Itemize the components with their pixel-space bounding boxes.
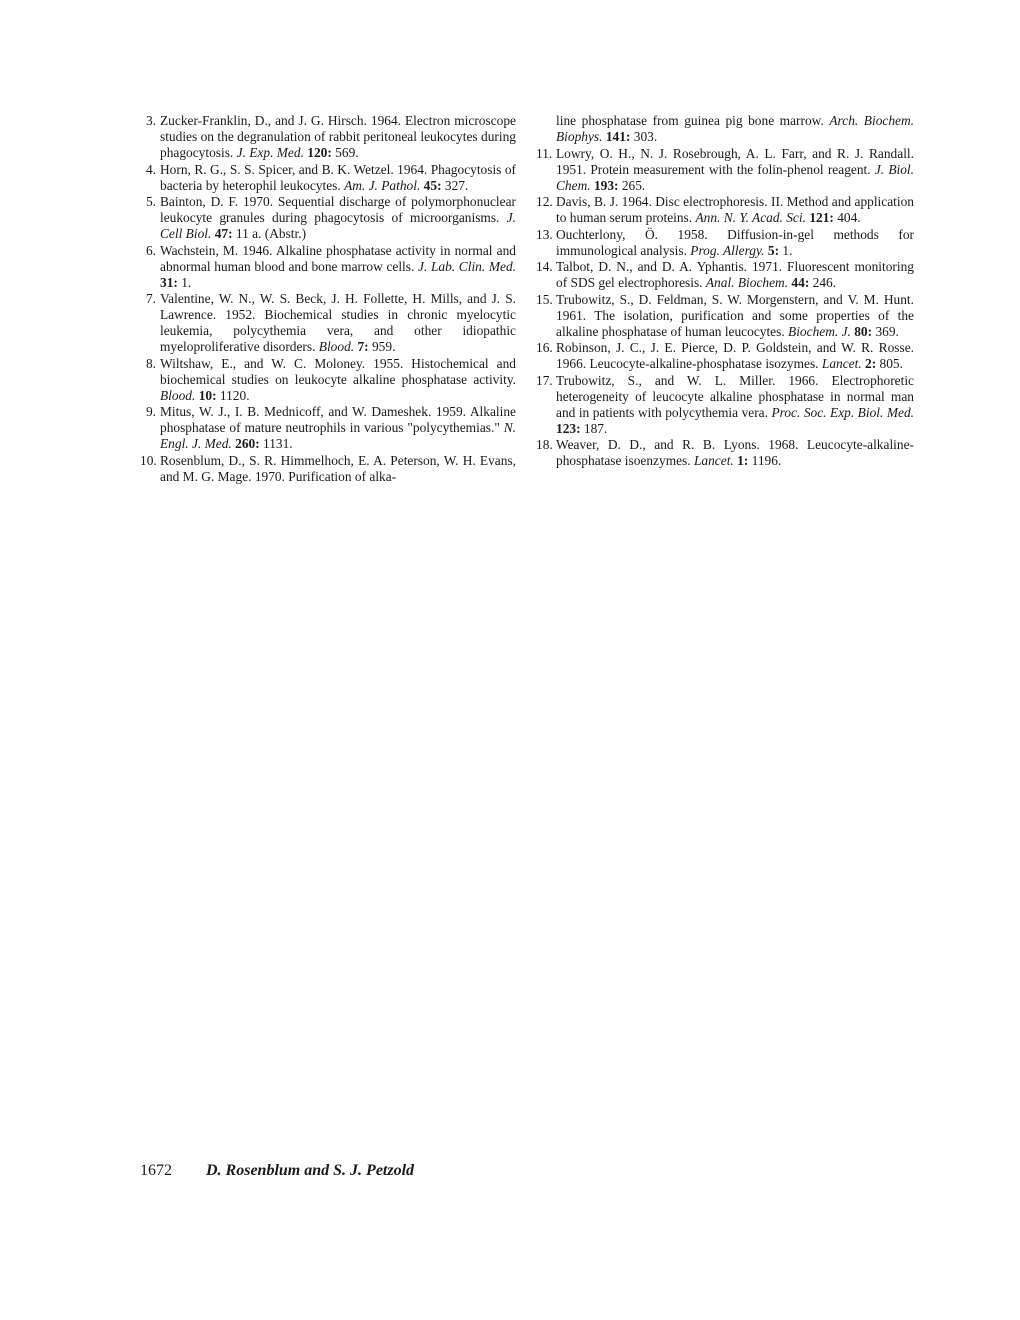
- reference-text: 404.: [833, 210, 861, 225]
- reference-text: Bainton, D. F. 1970. Sequential discharge of polymorphonuclear leukocyte granules during phagocytosis of microorganisms.: [160, 194, 516, 225]
- reference-body: [160, 243, 516, 291]
- journal-title: N. Engl. J. Med.: [160, 420, 516, 451]
- reference-text: 327.: [441, 177, 469, 193]
- page-footer: [140, 1162, 414, 1180]
- reference-body: [160, 291, 516, 355]
- reference-text: Trubowitz, S., D. Feldman, S. W. Morgenstern, and V. M. Hunt. 1961. The isolation, purification and some properties of the alkaline phosphatase of human leucocytes.: [556, 291, 914, 339]
- journal-title: J. Lab. Clin. Med.: [418, 258, 516, 274]
- reference-text: Horn, R. G., S. S. Spicer, and B. K. Wetzel. 1964. Phagocytosis of bacteria by heterophil leukocytes.: [160, 161, 516, 193]
- reference-body: [556, 340, 914, 372]
- reference-entry: [536, 194, 914, 226]
- reference-number: 4.: [145, 161, 156, 177]
- reference-body: [556, 292, 914, 340]
- reference-text: 569.: [331, 145, 359, 160]
- journal-title: Anal. Biochem.: [705, 275, 789, 290]
- reference-number: 9.: [145, 404, 156, 419]
- journal-title: Biochem. J.: [788, 323, 851, 339]
- journal-title: Proc. Soc. Exp. Biol. Med.: [771, 404, 914, 420]
- reference-text: Valentine, W. N., W. S. Beck, J. H. Follette, H. Mills, and J. S. Lawrence. 1952. Biochemical studies in chronic myelocytic leukemia, polycythemia vera, and other idiopathic myeloproliferative disorders.: [160, 291, 516, 354]
- reference-body: [160, 194, 516, 242]
- reference-text: 246.: [809, 275, 837, 290]
- reference-number: 15.: [536, 291, 553, 307]
- reference-entry: [536, 259, 914, 291]
- volume-number: 120:: [307, 145, 332, 160]
- reference-number: 16.: [536, 340, 553, 355]
- volume-number: 80:: [854, 323, 873, 339]
- journal-title: J. Biol. Chem.: [556, 161, 914, 193]
- reference-entry: [140, 404, 516, 452]
- reference-entry: [536, 373, 914, 437]
- reference-text: 805.: [876, 356, 903, 371]
- reference-entry: [536, 146, 914, 194]
- volume-number: 121:: [809, 210, 834, 225]
- reference-entry: [140, 194, 516, 242]
- reference-number: 13.: [536, 226, 553, 242]
- footer-author-2: S. J. Petzold: [333, 1162, 415, 1179]
- footer-conjunction: and: [304, 1162, 330, 1179]
- reference-body: [556, 373, 914, 437]
- reference-continuation: [536, 113, 914, 145]
- reference-text: line phosphatase from guinea pig bone marrow.: [556, 113, 830, 128]
- reference-entry: [140, 162, 516, 194]
- journal-title: Am. J. Pathol.: [344, 177, 421, 193]
- references-column-left: [140, 113, 516, 485]
- volume-number: 5:: [767, 242, 780, 258]
- reference-text: 265.: [618, 177, 646, 193]
- volume-number: 193:: [593, 177, 619, 193]
- reference-text: Mitus, W. J., I. B. Mednicoff, and W. Dameshek. 1959. Alkaline phosphatase of mature neutrophils in various "polycythemias.": [160, 404, 516, 435]
- reference-text: Ouchterlony, Ö. 1958. Diffusion-in-gel methods for immunological analysis.: [556, 226, 914, 258]
- volume-number: 45:: [423, 177, 442, 193]
- reference-body: [556, 194, 914, 226]
- reference-entry: [140, 113, 516, 161]
- journal-title: Lancet.: [693, 453, 734, 468]
- reference-text: 1.: [177, 274, 192, 290]
- journal-title: Blood.: [160, 387, 196, 403]
- journal-title: J. Exp. Med.: [236, 145, 304, 160]
- reference-body: [556, 437, 914, 469]
- reference-number: 17.: [536, 372, 553, 388]
- reference-text: Weaver, D. D., and R. B. Lyons. 1968. Leucocyte-alkaline-phosphatase isoenzymes.: [556, 437, 914, 468]
- reference-entry: [536, 292, 914, 340]
- reference-body: [556, 259, 914, 291]
- reference-number: 18.: [536, 437, 553, 452]
- volume-number: 1:: [737, 453, 749, 468]
- reference-number: 7.: [145, 291, 156, 306]
- reference-text: Zucker-Franklin, D., and J. G. Hirsch. 1964. Electron microscope studies on the degranulation of rabbit peritoneal leukocytes during phagocytosis.: [160, 113, 516, 160]
- reference-text: Robinson, J. C., J. E. Pierce, D. P. Goldstein, and W. R. Rosse. 1966. Leucocyte-alkaline-phosphatase isozymes.: [556, 340, 914, 371]
- page-number: 1672: [140, 1162, 172, 1179]
- journal-title: Ann. N. Y. Acad. Sci.: [695, 210, 806, 225]
- reference-text: 1120.: [216, 387, 250, 403]
- reference-entry: [140, 243, 516, 291]
- volume-number: 123:: [556, 420, 581, 436]
- volume-number: 47:: [214, 226, 233, 241]
- journal-title: Blood.: [318, 339, 355, 354]
- reference-text: 1.: [779, 242, 793, 258]
- reference-entry: [536, 227, 914, 259]
- reference-body: [160, 453, 516, 485]
- reference-entry: [536, 340, 914, 372]
- reference-number: 10.: [140, 452, 157, 468]
- volume-number: 7:: [357, 339, 369, 354]
- reference-number: 11.: [536, 145, 553, 161]
- reference-text: 959.: [368, 339, 396, 354]
- volume-number: 44:: [791, 275, 810, 290]
- reference-body: [556, 146, 914, 194]
- reference-text: 1131.: [259, 436, 293, 451]
- volume-number: 31:: [160, 274, 178, 290]
- reference-number: 12.: [536, 194, 553, 209]
- reference-entry: [140, 291, 516, 355]
- reference-text: Wachstein, M. 1946. Alkaline phosphatase activity in normal and abnormal human blood and bone marrow cells.: [160, 242, 516, 274]
- reference-text: 303.: [630, 129, 658, 144]
- reference-text: Trubowitz, S., and W. L. Miller. 1966. Electrophoretic heterogeneity of leucocyte alkaline phosphatase in normal man and in patients with polycythemia vera.: [556, 372, 914, 420]
- volume-number: 2:: [865, 356, 877, 371]
- reference-number: 6.: [145, 242, 156, 258]
- journal-title: Arch. Biochem. Biophys.: [556, 113, 914, 144]
- reference-entry: [536, 437, 914, 469]
- reference-number: 5.: [145, 194, 156, 209]
- reference-text: Davis, B. J. 1964. Disc electrophoresis. II. Method and application to human serum proteins.: [556, 194, 914, 225]
- reference-text: Lowry, O. H., N. J. Rosebrough, A. L. Farr, and R. J. Randall. 1951. Protein measurement with the folin-phenol reagent.: [556, 145, 914, 177]
- reference-body: [160, 113, 516, 161]
- reference-text: 187.: [580, 420, 608, 436]
- volume-number: 141:: [605, 129, 631, 144]
- reference-text: Rosenblum, D., S. R. Himmelhoch, E. A. Peterson, W. H. Evans, and M. G. Mage. 1970. Purification of alka-: [160, 452, 516, 484]
- reference-body: [160, 404, 516, 452]
- journal-title: J. Cell Biol.: [160, 210, 516, 241]
- reference-number: 14.: [536, 259, 553, 274]
- reference-entry: [140, 356, 516, 404]
- reference-entry: [140, 453, 516, 485]
- reference-body: [160, 356, 516, 404]
- journal-title: Prog. Allergy.: [690, 242, 765, 258]
- volume-number: 10:: [198, 387, 217, 403]
- journal-title: Lancet.: [821, 356, 862, 371]
- reference-text: 369.: [872, 323, 899, 339]
- volume-number: 260:: [235, 436, 260, 451]
- footer-author-1: D. Rosenblum: [206, 1162, 301, 1179]
- reference-body: [160, 162, 516, 194]
- references-column-right: [536, 113, 914, 470]
- reference-text: 1196.: [748, 453, 782, 468]
- reference-text: Wiltshaw, E., and W. C. Moloney. 1955. Histochemical and biochemical studies on leukocyte alkaline phosphatase activity.: [160, 355, 516, 387]
- reference-number: 3.: [145, 113, 156, 128]
- reference-number: 8.: [145, 355, 156, 371]
- reference-text: 11 a. (Abstr.): [232, 226, 307, 241]
- reference-body: [556, 227, 914, 259]
- reference-text: Talbot, D. N., and D. A. Yphantis. 1971. Fluorescent monitoring of SDS gel electrophoresis.: [556, 259, 914, 290]
